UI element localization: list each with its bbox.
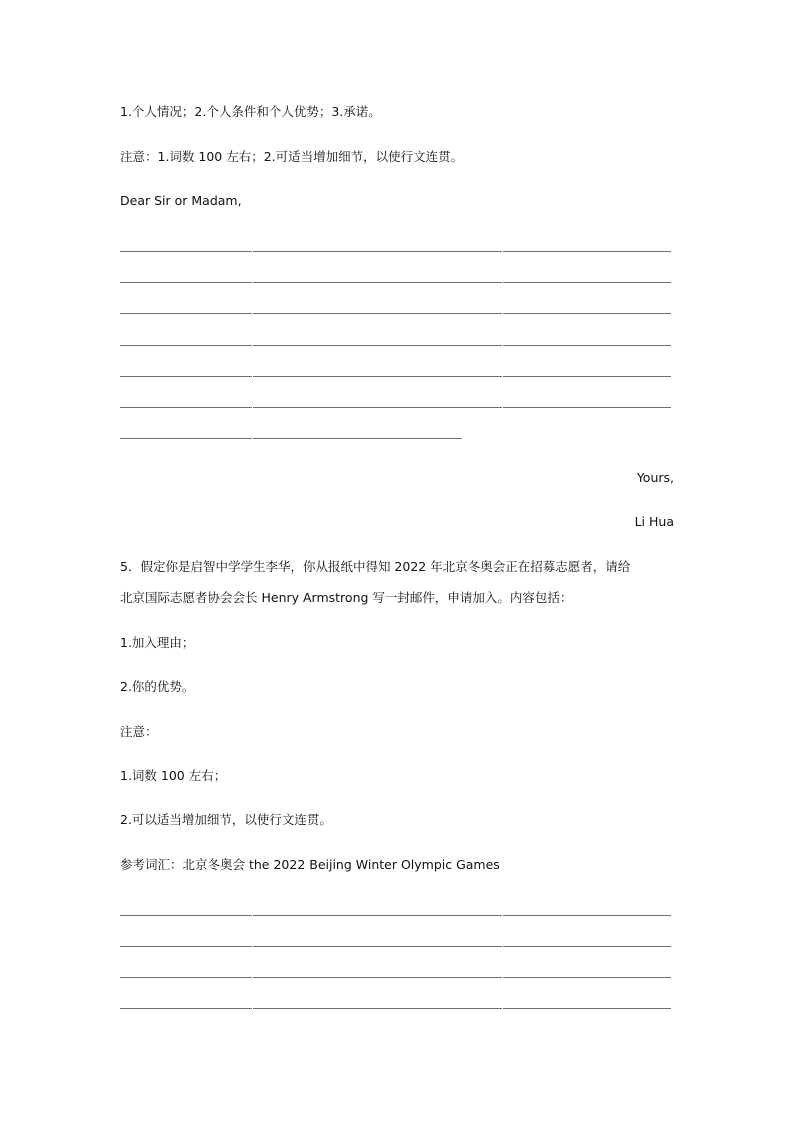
content-point-1: 1.加入理由； (120, 635, 195, 650)
content-point-2: 2.你的优势。 (120, 679, 195, 694)
closing: Yours, (636, 470, 674, 485)
note-2: 2.可以适当增加细节，以使行文连贯。 (120, 812, 332, 827)
content-requirements: 1.个人情况；2.个人条件和个人优势；3.承诺。 (120, 104, 381, 119)
salutation: Dear Sir or Madam, (120, 193, 242, 208)
question-prompt-continued: 北京国际志愿者协会会长 Henry Armstrong 写一封邮件，申请加入。内容包括： (120, 590, 573, 605)
question-prompt: 5．假定你是启智中学学生李华，你从报纸中得知 2022 年北京冬奥会正在招募志愿者，请给 (120, 559, 631, 574)
notes-heading: 注意： (120, 724, 158, 739)
reference-vocabulary: 参考词汇：北京冬奥会 the 2022 Beijing Winter Olympic Games (120, 857, 500, 872)
writing-notes: 注意：1.词数 100 左右；2.可适当增加细节，以使行文连贯。 (120, 149, 464, 164)
note-1: 1.词数 100 左右； (120, 768, 227, 783)
signature: Li Hua (634, 514, 674, 529)
